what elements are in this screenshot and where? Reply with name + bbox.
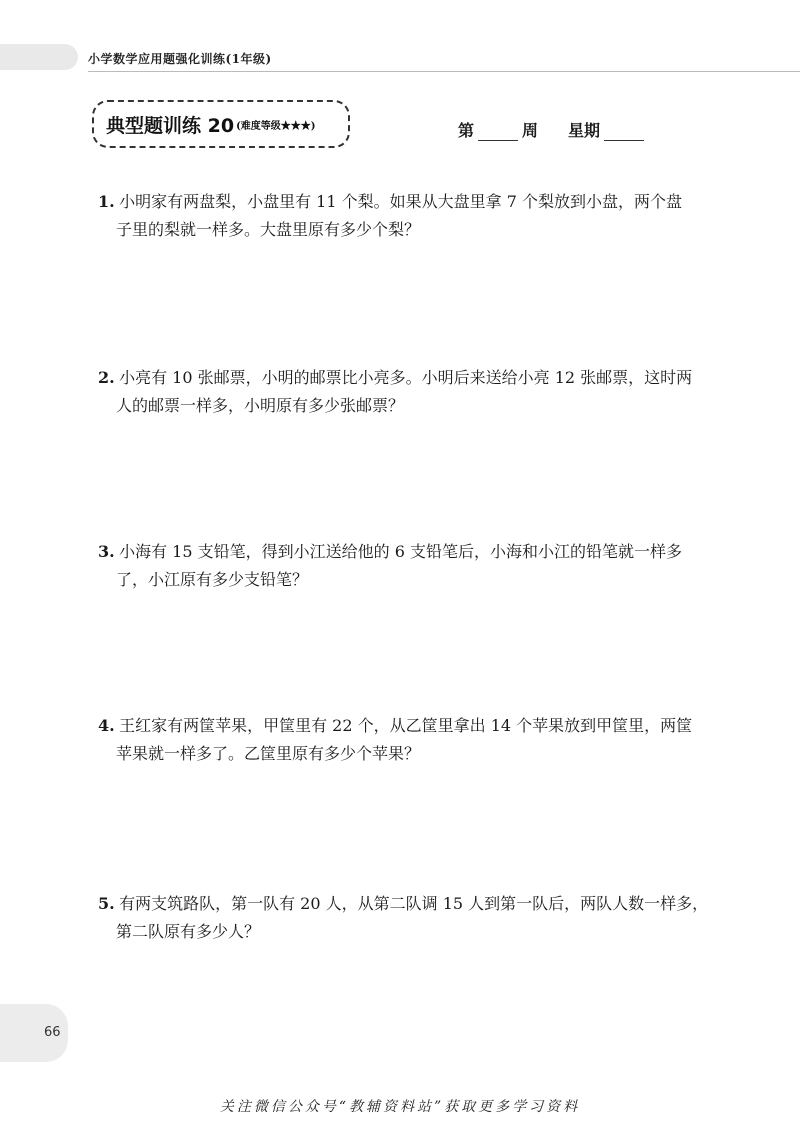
header-divider (88, 71, 800, 72)
footer-note: 关注微信公众号“教辅资料站”获取更多学习资料 (219, 1099, 581, 1115)
question-text-continued: 了，小江原有多少支铅笔？ (116, 570, 309, 589)
section-title-box (92, 100, 350, 148)
day-label: 星期 (568, 121, 601, 140)
header-tab (0, 44, 78, 70)
section-title: 典型题训练 20 (106, 114, 235, 137)
question-number: 5. (98, 894, 115, 913)
question-number: 3. (98, 542, 115, 561)
day-blank[interactable] (604, 122, 644, 141)
week-prefix: 第 (458, 121, 475, 140)
question-number: 2. (98, 368, 115, 387)
question-number: 4. (98, 716, 115, 735)
question-text: 小明家有两盘梨，小盘里有 11 个梨。如果从大盘里拿 7 个梨放到小盘，两个盘 (119, 192, 682, 211)
question-item (98, 712, 718, 768)
question-item (98, 364, 718, 420)
question-item (98, 538, 718, 594)
question-item (98, 188, 718, 244)
question-text-continued: 人的邮票一样多，小明原有多少张邮票？ (116, 396, 405, 415)
week-blank[interactable] (478, 122, 518, 141)
question-number: 1. (98, 192, 115, 211)
book-title: 小学数学应用题强化训练(1年级) (88, 52, 272, 66)
question-item (98, 890, 718, 946)
question-text: 王红家有两筐苹果，甲筐里有 22 个，从乙筐里拿出 14 个苹果放到甲筐里，两筐 (119, 716, 693, 735)
page-number: 66 (44, 1025, 61, 1040)
difficulty-rating: (难度等级★★★) (236, 120, 316, 132)
date-fields (458, 118, 644, 141)
question-text: 有两支筑路队，第一队有 20 人，从第二队调 15 人到第一队后，两队人数一样多， (119, 894, 709, 913)
question-text: 小亮有 10 张邮票，小明的邮票比小亮多。小明后来送给小亮 12 张邮票，这时两 (119, 368, 693, 387)
question-text-continued: 第二队原有多少人？ (116, 922, 261, 941)
week-suffix: 周 (522, 121, 539, 140)
question-text-continued: 子里的梨就一样多。大盘里原有多少个梨？ (116, 220, 421, 239)
question-text-continued: 苹果就一样多了。乙筐里原有多少个苹果？ (116, 744, 421, 763)
question-text: 小海有 15 支铅笔，得到小江送给他的 6 支铅笔后，小海和小江的铅笔就一样多 (119, 542, 682, 561)
